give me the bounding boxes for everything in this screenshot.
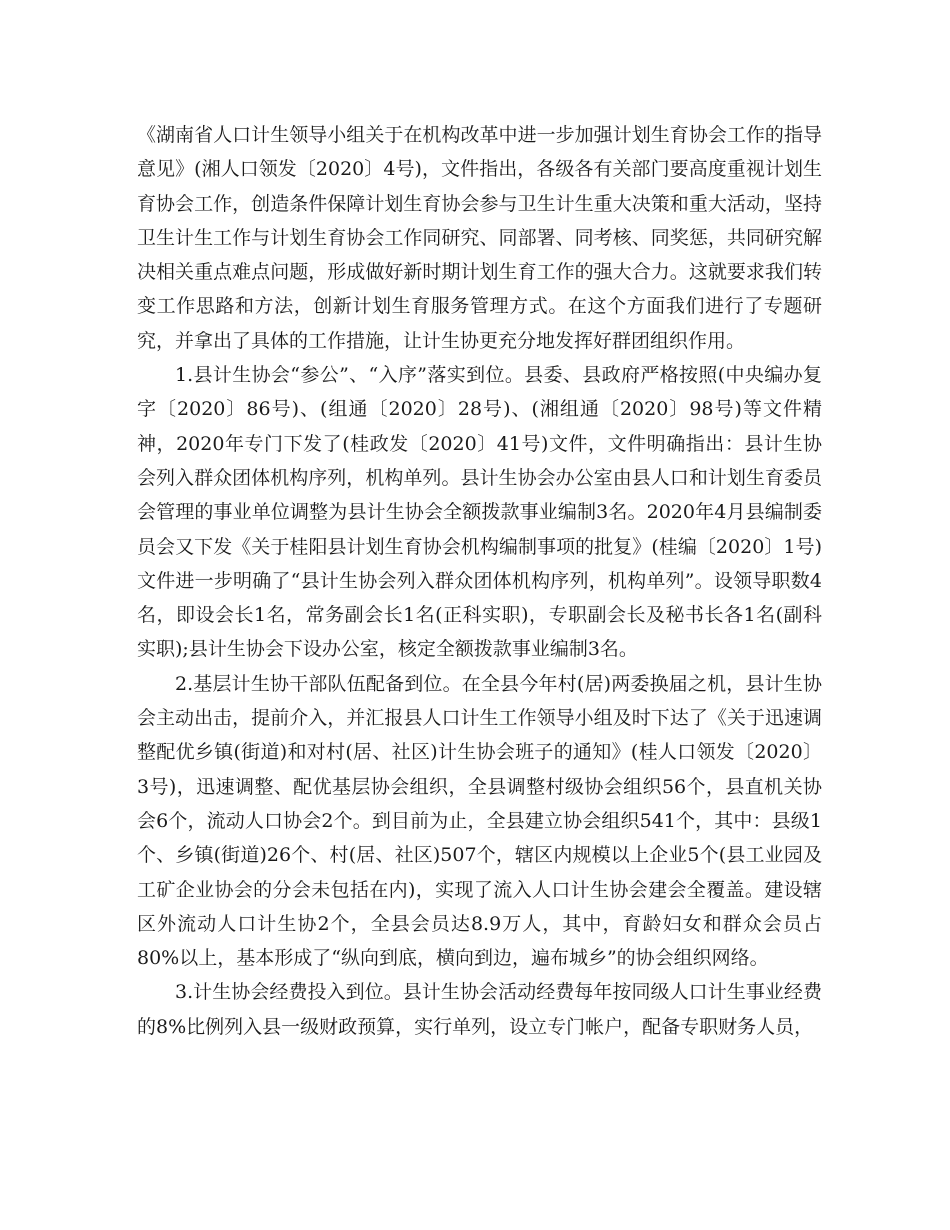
paragraph-section-2: 2.基层计生协干部队伍配备到位。在全县今年村(居)两委换届之机，县计生协会主动出击，提前介入，并汇报县人口计生工作领导小组及时下达了《关于迅速调整配优乡镇(街道)和对村(居、社区)计生协会班子的通知》(桂人口领发〔2020〕3号)，迅速调整、配优基层协会组织，全县调整村级协会组织56个，县直机关协会6个，流动人口协会2个。到目前为止，全县建立协会组织541个，其中：县级1个、乡镇(街道)26个、村(居、社区)507个，辖区内规模以上企业5个(县工业园及工矿企业协会的分会未包括在内)，实现了流入人口计生协会建会全覆盖。建设辖区外流动人口计生协2个，全县会员达8.9万人，其中，育龄妇女和群众会员占80%以上，基本形成了“纵向到底，横向到边，遍布城乡”的协会组织网络。 [137,672,822,970]
paragraph-intro: 《湖南省人口计生领导小组关于在机构改革中进一步加强计划生育协会工作的指导意见》(湘人口领发〔2020〕4号)，文件指出，各级各有关部门要高度重视计划生育协会工作，创造条件保障计划生育协会参与卫生计生重大决策和重大活动，坚持卫生计生工作与计划生育协会工作同研究、同部署、同考核、同奖惩，共同研究解决相关重点难点问题，形成做好新时期计划生育工作的强大合力。这就要求我们转变工作思路和方法，创新计划生育服务管理方式。在这个方面我们进行了专题研究，并拿出了具体的工作措施，让计生协更充分地发挥好群团组织作用。 [137,124,822,352]
paragraph-section-1: 1.县计生协会“参公”、“入序”落实到位。县委、县政府严格按照(中央编办复字〔2020〕86号)、(组通〔2020〕28号)、(湘组通〔2020〕98号)等文件精神，2020年专门下发了(桂政发〔2020〕41号)文件，文件明确指出：县计生协会列入群众团体机构序列，机构单列。县计生协会办公室由县人口和计划生育委员会管理的事业单位调整为县计生协会全额拨款事业编制3名。2020年4月县编制委员会又下发《关于桂阳县计划生育协会机构编制事项的批复》(桂编〔2020〕1号)文件进一步明确了“县计生协会列入群众团体机构序列，机构单列”。设领导职数4名，即设会长1名，常务副会长1名(正科实职)，专职副会长及秘书长各1名(副科实职);县计生协会下设办公室，核定全额拨款事业编制3名。 [137,364,822,661]
paragraph-section-3: 3.计生协会经费投入到位。县计生协会活动经费每年按同级人口计生事业经费的8%比例列入县一级财政预算，实行单列，设立专门帐户，配备专职财务人员， [137,981,822,1038]
document-body [137,118,822,1044]
